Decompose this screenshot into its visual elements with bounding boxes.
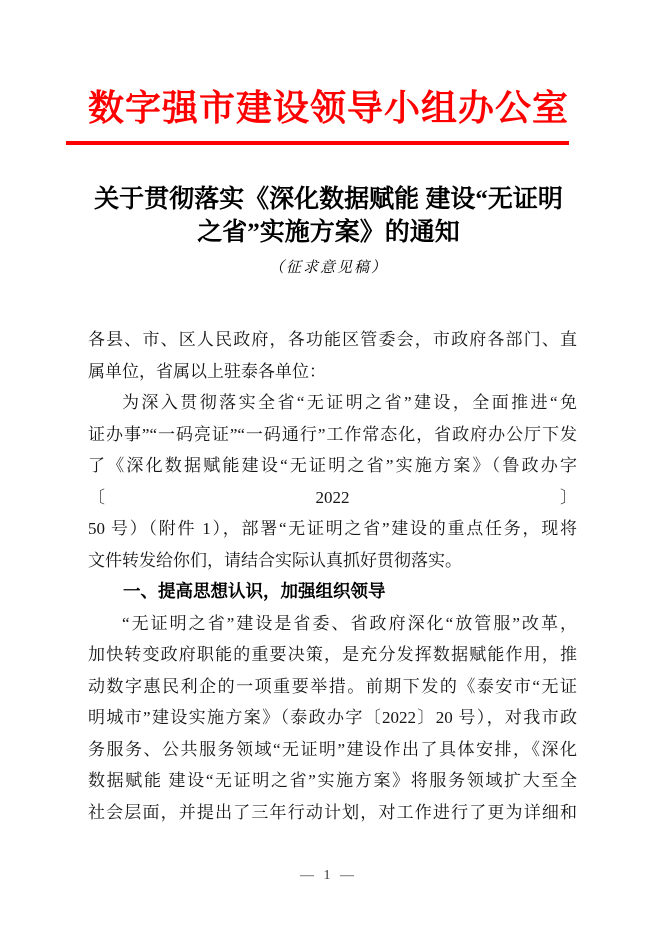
body-line: 务服务、公共服务领域“无证明”建设作出了具体安排，《深化 — [88, 739, 577, 759]
org-letterhead: 数字强市建设领导小组办公室 — [87, 88, 569, 128]
body-line: 属单位，省属以上驻泰各单位： — [88, 361, 326, 381]
body-line: 明城市”建设实施方案》（泰政办字〔2022〕20 号），对我市政 — [88, 708, 577, 727]
doc-subtitle: （征求意见稿） — [268, 260, 388, 276]
doc-title-line1: 关于贯彻落实《深化数据赋能 建设“无证明 — [94, 186, 563, 213]
body-line: 数据赋能 建设“无证明之省”实施方案》将服务领域扩大至全 — [88, 771, 577, 790]
body-line: 动数字惠民利企的一项重要举措。前期下发的《泰安市“无证 — [88, 676, 577, 696]
body-line: 50 号）（附件 1），部署“无证明之省”建设的重点任务，现将 — [88, 519, 577, 538]
red-divider — [66, 141, 569, 145]
page-number: — 1 — — [300, 868, 357, 883]
body-line: 为深入贯彻落实全省“无证明之省”建设，全面推进“免 — [122, 393, 577, 412]
body-line: 了《深化数据赋能建设“无证明之省”实施方案》（鲁政办字〔2022〕 — [88, 456, 577, 507]
doc-title — [0, 183, 657, 249]
section-heading: 一、提高思想认识，加强组织领导 — [123, 581, 386, 601]
body-line: 加快转变政府职能的重要决策，是充分发挥数据赋能作用，推 — [88, 645, 577, 664]
body-line: 文件转发给你们，请结合实际认真抓好贯彻落实。 — [88, 550, 462, 570]
body-line: 社会层面，并提出了三年行动计划，对工作进行了更为详细和 — [88, 802, 577, 822]
body-line: 各县、市、区人民政府，各功能区管委会，市政府各部门、直 — [88, 330, 577, 349]
body-line: “无证明之省”建设是省委、省政府深化“放管服”改革， — [122, 613, 577, 633]
body-line: 证办事”“一码亮证”“一码通行”工作常态化，省政府办公厅下发 — [88, 424, 577, 444]
doc-title-line2: 之省”实施方案》的通知 — [197, 219, 460, 246]
doc-body — [88, 324, 577, 828]
